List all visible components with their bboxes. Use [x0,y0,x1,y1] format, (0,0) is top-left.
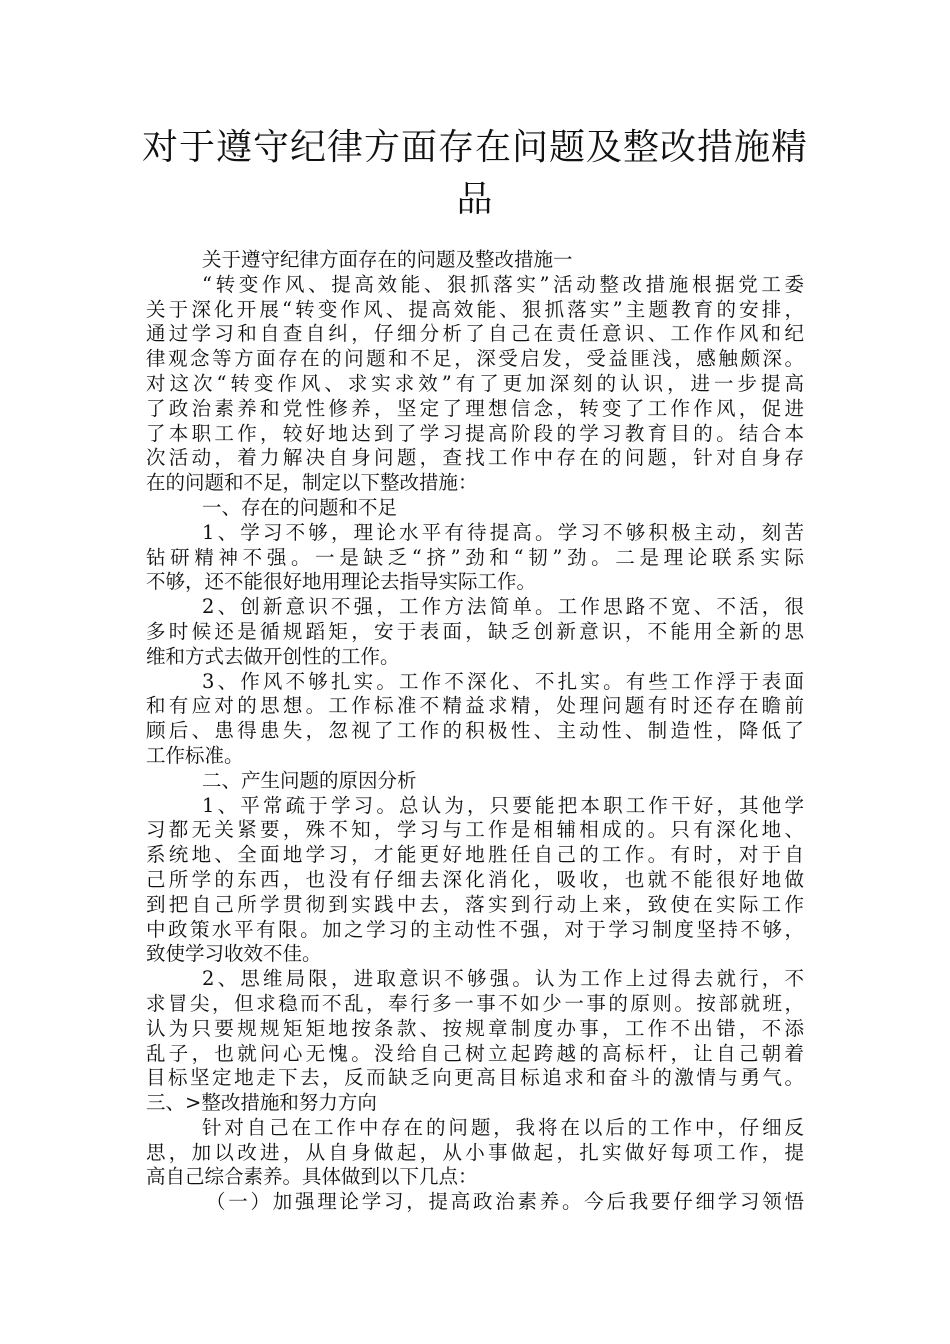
paragraph-line: 求冒尖，但求稳而不乱，奉行多一事不如少一事的原则。按部就班， [146,991,804,1015]
paragraph-line: 了本职工作，较好地达到了学习提高阶段的学习教育目的。结合本 [146,421,804,445]
paragraph-line: 针对自己在工作中存在的问题，我将在以后的工作中，仔细反 [202,1115,804,1139]
paragraph-line: 关于遵守纪律方面存在的问题及整改措施一 [202,248,573,271]
paragraph-line: “转变作风、提高效能、狠抓落实”活动整改措施根据党工委 [202,272,804,296]
paragraph-line: 了政治素养和党性修养，坚定了理想信念，转变了工作作风，促进 [146,396,804,420]
paragraph-line: 中政策水平有限。加之学习的主动性不强，对于学习制度坚持不够， [146,917,804,941]
document-title [120,122,830,226]
paragraph-line: 律观念等方面存在的问题和不足，深受启发，受益匪浅，感触颇深。 [146,347,804,371]
paragraph-line: 己所学的东西，也没有仔细去深化消化，吸收，也就不能很好地做 [146,867,804,891]
paragraph-line: 3、作风不够扎实。工作不深化、不扎实。有些工作浮于表面 [202,669,804,693]
paragraph-line: 通过学习和自查自纠，仔细分析了自己在责任意识、工作作风和纪 [146,322,804,346]
paragraph-line: 次活动，着力解决自身问题，查找工作中存在的问题，针对自身存 [146,446,804,470]
section-heading: 二、产生问题的原因分析 [202,768,417,792]
paragraph-line: 习都无关紧要，殊不知，学习与工作是相辅相成的。只有深化地、 [146,818,804,842]
paragraph-line: 不够，还不能很好地用理论去指导实际工作。 [146,570,537,594]
paragraph-line: 目标坚定地走下去，反而缺乏向更高目标追求和奋斗的激情与勇气。 [146,1066,804,1090]
paragraph-line: （一）加强理论学习，提高政治素养。今后我要仔细学习领悟 [206,1190,804,1214]
title-line-1: 对于遵守纪律方面存在问题及整改措施精 [141,127,808,168]
paragraph-line: 对这次“转变作风、求实求效”有了更加深刻的认识，进一步提高 [146,371,804,395]
paragraph-line: 多时候还是循规蹈矩，安于表面，缺乏创新意识，不能用全新的思 [146,619,804,643]
paragraph-line: 顾后、患得患失，忽视了工作的积极性、主动性、制造性，降低了 [146,719,804,743]
paragraph-line: 到把自己所学贯彻到实践中去，落实到行动上来，致使在实际工作 [146,892,804,916]
paragraph-line: 在的问题和不足，制定以下整改措施： [146,471,478,495]
paragraph-line: 和有应对的思想。工作标准不精益求精，处理问题有时还存在瞻前 [146,694,804,718]
paragraph-line: 2、思维局限，进取意识不够强。认为工作上过得去就行，不 [202,967,804,991]
paragraph-line: 工作标准。 [146,743,244,767]
paragraph-line: 系统地、全面地学习，才能更好地胜任自己的工作。有时，对于自 [146,843,804,867]
paragraph-line: 维和方式去做开创性的工作。 [146,644,400,668]
paragraph-line: 乱子，也就问心无愧。没给自己树立起跨越的高标杆，让自己朝着 [146,1041,804,1065]
paragraph-line: 认为只要规规矩矩地按条款、按规章制度办事，工作不出错，不添 [146,1016,804,1040]
paragraph-line: 思，加以改进，从自身做起，从小事做起，扎实做好每项工作，提 [146,1140,804,1164]
paragraph-line: 1、平常疏于学习。总认为，只要能把本职工作干好，其他学 [202,793,804,817]
title-line-2: 品 [456,179,494,220]
paragraph-line: 1、学习不够，理论水平有待提高。学习不够积极主动，刻苦 [202,520,804,544]
section-heading: 三、>整改措施和努力方向 [146,1091,377,1115]
document-body [146,248,804,1215]
paragraph-line: 高自己综合素养。具体做到以下几点： [146,1165,478,1189]
section-heading: 一、存在的问题和不足 [202,495,398,519]
paragraph-line: 关于深化开展“转变作风、提高效能、狠抓落实”主题教育的安排， [146,297,804,321]
paragraph-line: 致使学习收效不佳。 [146,942,322,966]
paragraph-line: 钻研精神不强。一是缺乏“挤”劲和“韧”劲。二是理论联系实际 [146,545,804,569]
paragraph-line: 2、创新意识不强，工作方法简单。工作思路不宽、不活，很 [202,595,804,619]
